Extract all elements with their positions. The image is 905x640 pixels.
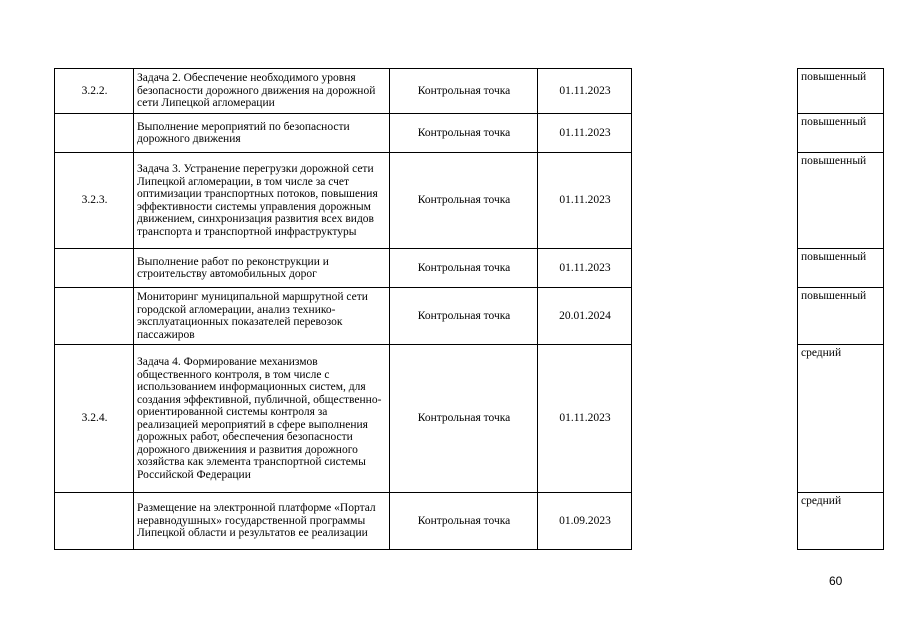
table-row xyxy=(55,345,632,493)
priority-level: повышенный xyxy=(798,288,884,345)
task-text: Мониторинг муниципальной маршрутной сети городской агломерации, анализ технико-эксплуатационных показателей перевозок пассажиров xyxy=(134,288,390,345)
table-row xyxy=(798,153,884,249)
table-row xyxy=(798,114,884,153)
table-row xyxy=(798,288,884,345)
table-row xyxy=(55,288,632,345)
event-type: Контрольная точка xyxy=(390,114,538,153)
table-row xyxy=(55,153,632,249)
table-row xyxy=(798,249,884,288)
event-type: Контрольная точка xyxy=(390,493,538,550)
table-row xyxy=(798,69,884,114)
task-text: Задача 2. Обеспечение необходимого уровня безопасности дорожного движения на дорожной сети Липецкой агломерации xyxy=(134,69,390,114)
table-row xyxy=(798,493,884,550)
table-row xyxy=(55,114,632,153)
row-number xyxy=(55,249,134,288)
task-text: Выполнение мероприятий по безопасности дорожного движения xyxy=(134,114,390,153)
page-number: 60 xyxy=(829,574,843,588)
table-row xyxy=(55,69,632,114)
priority-level: средний xyxy=(798,493,884,550)
priority-level: повышенный xyxy=(798,153,884,249)
row-number xyxy=(55,114,134,153)
task-text: Размещение на электронной платформе «Портал неравнодушных» государственной программы Липецкой области и результатов ее реализации xyxy=(134,493,390,550)
row-number: 3.2.4. xyxy=(55,345,134,493)
event-type: Контрольная точка xyxy=(390,249,538,288)
table-row xyxy=(55,249,632,288)
due-date: 01.11.2023 xyxy=(538,114,632,153)
priority-level: средний xyxy=(798,345,884,493)
priority-level: повышенный xyxy=(798,69,884,114)
table-row xyxy=(55,493,632,550)
due-date: 01.11.2023 xyxy=(538,153,632,249)
row-number xyxy=(55,288,134,345)
due-date: 01.09.2023 xyxy=(538,493,632,550)
due-date: 01.11.2023 xyxy=(538,69,632,114)
due-date: 01.11.2023 xyxy=(538,249,632,288)
priority-level-column xyxy=(797,68,884,550)
row-number xyxy=(55,493,134,550)
due-date: 20.01.2024 xyxy=(538,288,632,345)
task-text: Выполнение работ по реконструкции и строительству автомобильных дорог xyxy=(134,249,390,288)
task-text: Задача 4. Формирование механизмов общественного контроля, в том числе с использованием информационных систем, для создания эффективной, публичной, общественно-ориентированной системы контроля за реализацией мероприятий в сфере выполнения дорожных работ, обеспечения безопасности дорожного движениия и развития дорожного хозяйства как элемента транспортной системы Российской Федерации xyxy=(134,345,390,493)
event-type: Контрольная точка xyxy=(390,288,538,345)
priority-level: повышенный xyxy=(798,114,884,153)
event-type: Контрольная точка xyxy=(390,69,538,114)
event-type: Контрольная точка xyxy=(390,153,538,249)
event-type: Контрольная точка xyxy=(390,345,538,493)
due-date: 01.11.2023 xyxy=(538,345,632,493)
row-number: 3.2.2. xyxy=(55,69,134,114)
priority-level: повышенный xyxy=(798,249,884,288)
task-text: Задача 3. Устранение перегрузки дорожной сети Липецкой агломерации, в том числе за счет оптимизации транспортных потоков, повышения эффективности системы управления дорожным движением, синхронизация развития всех видов транспорта и транспортной инфраструктуры xyxy=(134,153,390,249)
table-row xyxy=(798,345,884,493)
row-number: 3.2.3. xyxy=(55,153,134,249)
control-points-table xyxy=(54,68,632,550)
